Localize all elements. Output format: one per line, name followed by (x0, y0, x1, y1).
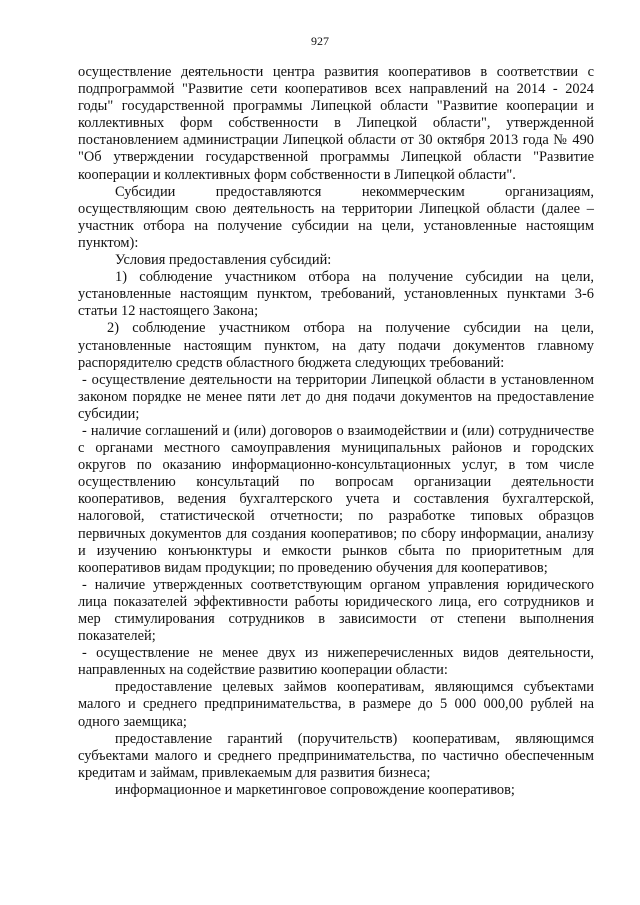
page-number: 927 (311, 34, 329, 48)
document-body (78, 64, 594, 799)
paragraph-requirement-agreements: - наличие соглашений и (или) договоров о взаимодействии и (или) сотрудничестве с органами местного самоуправления муниципальных районов и городских округов по оказанию информационно-консультационных услуг, в том числе осуществлению консультаций по вопросам организации деятельности кооперативов, ведения бухгалтерского учета и составления бухгалтерской, налоговой, статистической отчетности; по разработке типовых образцов первичных документов для создания кооперативов; по сбору информации, анализу и изучению конъюнктуры и емкости рынков сбыта по приоритетным для кооперативов видам продукции; по проведению обучения для кооперативов; (78, 422, 594, 576)
paragraph-activity-guarantees: предоставление гарантий (поручительств) кооперативам, являющимся субъектами малого и среднего предпринимательства, по частично обеспеченным кредитам и займам, привлекаемым для развития бизнеса; (78, 730, 594, 781)
paragraph-conditions-heading: Условия предоставления субсидий: (115, 252, 332, 269)
paragraph-activity-marketing: информационное и маркетинговое сопровождение кооперативов; (115, 781, 515, 798)
paragraph-condition-1: 1) соблюдение участником отбора на получение субсидии на цели, установленные настоящим пунктом, требований, установленных пунктами 3-6 статьи 12 настоящего Закона; (78, 269, 594, 320)
paragraph-requirement-indicators: - наличие утвержденных соответствующим органом управления юридического лица показателей эффективности работы юридического лица, его сотрудников и мер стимулирования сотрудников в зависимости от степени выполнения показателей; (78, 576, 594, 645)
paragraph-activity-loans: предоставление целевых займов кооперативам, являющимся субъектами малого и среднего предпринимательства, в размере до 5 000 000,00 рублей на одного заемщика; (78, 679, 594, 730)
paragraph-requirement-activity: - осуществление деятельности на территории Липецкой области в установленном законом порядке не менее пяти лет до дня подачи документов на предоставление субсидии; (78, 371, 594, 422)
paragraph-condition-2: 2) соблюдение участником отбора на получение субсидии на цели, установленные настоящим пунктом, на дату подачи документов главному распорядителю средств областного бюджета следующих требований: (78, 320, 594, 371)
paragraph-program-reference: осуществление деятельности центра развития кооперативов в соответствии с подпрограммой "Развитие сети кооперативов всех направлений на 2014 - 2024 годы" государственной программы Липецкой области "Развитие кооперации и коллективных форм собственности в Липецкой области", утвержденной постановлением администрации Липецкой области от 30 октября 2013 года № 490 "Об утверждении государственной программы Липецкой области "Развитие кооперации и коллективных форм собственности в Липецкой области". (78, 64, 594, 183)
paragraph-requirement-activities: - осуществление не менее двух из нижеперечисленных видов деятельности, направленных на содействие развитию кооперации области: (78, 645, 594, 679)
paragraph-subsidies-recipients: Субсидии предоставляются некоммерческим организациям, осуществляющим свою деятельность на территории Липецкой области (далее – участник отбора на получение субсидии на цели, установленные настоящим пунктом): (78, 183, 594, 251)
